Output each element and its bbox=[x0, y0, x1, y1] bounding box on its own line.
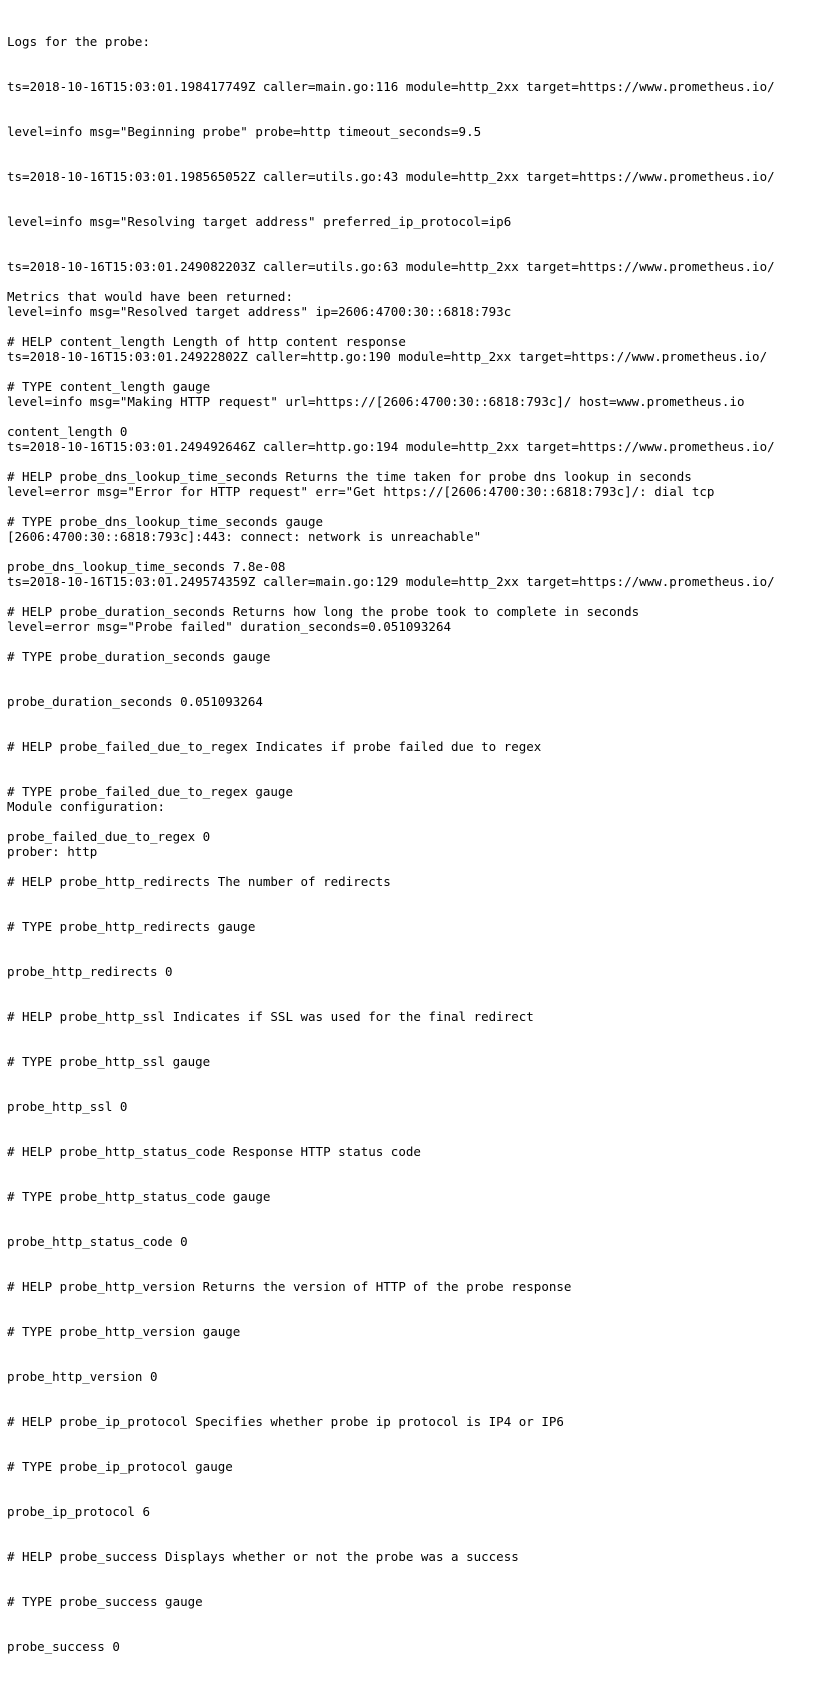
log-line: [2606:4700:30::6818:793c]:443: connect: network is unreachable" bbox=[7, 529, 482, 544]
log-line: ts=2018-10-16T15:03:01.198417749Z caller=main.go:116 module=http_2xx target=https://www.prometheus.io/ bbox=[7, 79, 775, 94]
config-heading: Module configuration: bbox=[7, 799, 166, 814]
metric-line: probe_http_redirects 0 bbox=[7, 964, 173, 979]
metrics-section bbox=[7, 259, 692, 1684]
metric-line: probe_ip_protocol 6 bbox=[7, 1504, 150, 1519]
metric-line: # HELP probe_duration_seconds Returns how long the probe took to complete in seconds bbox=[7, 604, 640, 619]
metric-line: # HELP probe_http_version Returns the version of HTTP of the probe response bbox=[7, 1279, 572, 1294]
log-line: ts=2018-10-16T15:03:01.249492646Z caller=http.go:194 module=http_2xx target=https://www.prometheus.io/ bbox=[7, 439, 775, 454]
metric-line: # HELP probe_dns_lookup_time_seconds Returns the time taken for probe dns lookup in seconds bbox=[7, 469, 692, 484]
log-line: level=error msg="Error for HTTP request" err="Get https://[2606:4700:30::6818:793c]/: dial tcp bbox=[7, 484, 715, 499]
metric-line: probe_http_version 0 bbox=[7, 1369, 158, 1384]
metric-line: # HELP probe_http_status_code Response HTTP status code bbox=[7, 1144, 421, 1159]
metric-line: # HELP probe_ip_protocol Specifies whether probe ip protocol is IP4 or IP6 bbox=[7, 1414, 564, 1429]
metric-line: # TYPE probe_failed_due_to_regex gauge bbox=[7, 784, 293, 799]
metric-line: # TYPE content_length gauge bbox=[7, 379, 211, 394]
metric-line: probe_http_status_code 0 bbox=[7, 1234, 188, 1249]
metric-line: # HELP probe_success Displays whether or not the probe was a success bbox=[7, 1549, 519, 1564]
metric-line: # HELP probe_http_ssl Indicates if SSL was used for the final redirect bbox=[7, 1009, 534, 1024]
metric-line: probe_success 0 bbox=[7, 1639, 120, 1654]
module-config-section bbox=[7, 769, 165, 889]
metric-line: # TYPE probe_duration_seconds gauge bbox=[7, 649, 271, 664]
metric-line: probe_http_ssl 0 bbox=[7, 1099, 128, 1114]
log-line: level=info msg="Resolved target address" ip=2606:4700:30::6818:793c bbox=[7, 304, 512, 319]
metric-line: # TYPE probe_ip_protocol gauge bbox=[7, 1459, 233, 1474]
metric-line: # TYPE probe_http_redirects gauge bbox=[7, 919, 256, 934]
log-line: ts=2018-10-16T15:03:01.24922802Z caller=http.go:190 module=http_2xx target=https://www.prometheus.io/ bbox=[7, 349, 768, 364]
metric-line: # TYPE probe_http_ssl gauge bbox=[7, 1054, 211, 1069]
metric-line: # TYPE probe_dns_lookup_time_seconds gauge bbox=[7, 514, 324, 529]
metric-line: probe_dns_lookup_time_seconds 7.8e-08 bbox=[7, 559, 286, 574]
logs-heading: Logs for the probe: bbox=[7, 34, 150, 49]
metric-line: # TYPE probe_http_status_code gauge bbox=[7, 1189, 271, 1204]
metric-line: probe_duration_seconds 0.051093264 bbox=[7, 694, 263, 709]
log-line: level=info msg="Beginning probe" probe=http timeout_seconds=9.5 bbox=[7, 124, 482, 139]
metric-line: content_length 0 bbox=[7, 424, 128, 439]
log-line: level=error msg="Probe failed" duration_seconds=0.051093264 bbox=[7, 619, 452, 634]
metric-line: probe_failed_due_to_regex 0 bbox=[7, 829, 211, 844]
log-line: level=info msg="Making HTTP request" url=https://[2606:4700:30::6818:793c]/ host=www.prometheus.io bbox=[7, 394, 745, 409]
metric-line: # TYPE probe_http_version gauge bbox=[7, 1324, 241, 1339]
metric-line: # TYPE probe_success gauge bbox=[7, 1594, 203, 1609]
metric-line: # HELP content_length Length of http content response bbox=[7, 334, 406, 349]
log-line: ts=2018-10-16T15:03:01.249574359Z caller=main.go:129 module=http_2xx target=https://www.prometheus.io/ bbox=[7, 574, 775, 589]
metrics-heading: Metrics that would have been returned: bbox=[7, 289, 293, 304]
log-line: level=info msg="Resolving target address" preferred_ip_protocol=ip6 bbox=[7, 214, 512, 229]
config-line: prober: http bbox=[7, 844, 98, 859]
log-line: ts=2018-10-16T15:03:01.198565052Z caller=utils.go:43 module=http_2xx target=https://www.prometheus.io/ bbox=[7, 169, 775, 184]
metric-line: # HELP probe_failed_due_to_regex Indicates if probe failed due to regex bbox=[7, 739, 542, 754]
metric-line: # HELP probe_http_redirects The number of redirects bbox=[7, 874, 391, 889]
log-line: ts=2018-10-16T15:03:01.249082203Z caller=utils.go:63 module=http_2xx target=https://www.prometheus.io/ bbox=[7, 259, 775, 274]
